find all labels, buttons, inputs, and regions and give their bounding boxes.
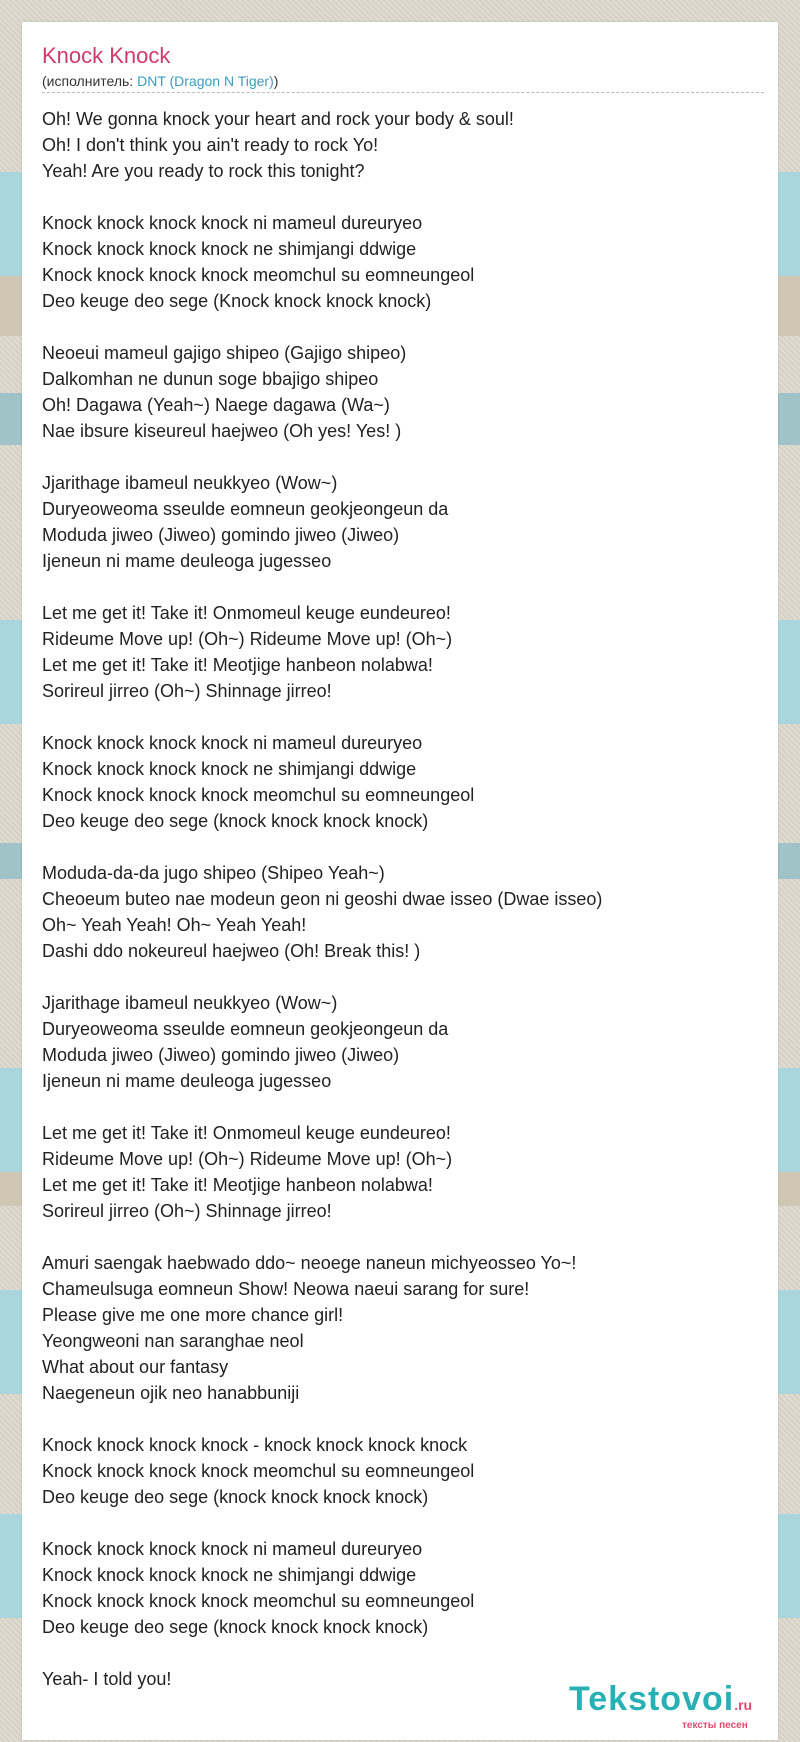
lyrics-blank-line	[42, 1406, 762, 1432]
lyrics-line: Chameulsuga eomneun Show! Neowa naeui sarang for sure!	[42, 1279, 530, 1299]
logo-tagline: тексты песен	[682, 1720, 748, 1731]
lyrics-line: Let me get it! Take it! Onmomeul keuge eundeureo!	[42, 1123, 451, 1143]
lyrics-line: Knock knock knock knock meomchul su eomneungeol	[42, 1461, 475, 1481]
lyrics-card	[22, 22, 778, 1740]
lyrics-line: Yeah- I told you!	[42, 1669, 172, 1689]
lyrics-line: Ijeneun ni mame deuleoga jugesseo	[42, 1071, 332, 1091]
lyrics-blank-line	[42, 964, 762, 990]
lyrics-line: Amuri saengak haebwado ddo~ neoege naneun michyeosseo Yo~!	[42, 1253, 577, 1273]
lyrics-blank-line	[42, 704, 762, 730]
lyrics-line: Knock knock knock knock ne shimjangi ddwige	[42, 239, 417, 259]
lyrics-line: Jjarithage ibameul neukkyeo (Wow~)	[42, 473, 338, 493]
lyrics-line: Knock knock knock knock meomchul su eomneungeol	[42, 785, 475, 805]
lyrics-line: Sorireul jirreo (Oh~) Shinnage jirreo!	[42, 1201, 332, 1221]
lyrics-line: Yeongweoni nan saranghae neol	[42, 1331, 304, 1351]
lyrics-line: Deo keuge deo sege (knock knock knock knock)	[42, 1617, 429, 1637]
lyrics-line: Oh! I don't think you ain't ready to rock Yo!	[42, 135, 379, 155]
lyrics-line: Neoeui mameul gajigo shipeo (Gajigo shipeo)	[42, 343, 407, 363]
lyrics-line: Cheoeum buteo nae modeun geon ni geoshi dwae isseo (Dwae isseo)	[42, 889, 603, 909]
lyrics-line: Let me get it! Take it! Meotjige hanbeon nolabwa!	[42, 1175, 433, 1195]
lyrics-line: Dalkomhan ne dunun soge bbajigo shipeo	[42, 369, 379, 389]
lyrics-text	[42, 106, 762, 1692]
lyrics-line: Duryeoweoma sseulde eomneun geokjeongeun da	[42, 1019, 449, 1039]
song-title: Knock Knock	[42, 43, 171, 68]
lyrics-line: Knock knock knock knock meomchul su eomneungeol	[42, 1591, 475, 1611]
lyrics-line: Oh! We gonna knock your heart and rock your body & soul!	[42, 109, 514, 129]
lyrics-line: Deo keuge deo sege (knock knock knock knock)	[42, 1487, 429, 1507]
lyrics-line: Knock knock knock knock ne shimjangi ddwige	[42, 759, 417, 779]
performer-link[interactable]: DNT (Dragon N Tiger)	[137, 73, 274, 89]
lyrics-line: Rideume Move up! (Oh~) Rideume Move up! (Oh~)	[42, 1149, 453, 1169]
lyrics-line: Oh! Dagawa (Yeah~) Naege dagawa (Wa~)	[42, 395, 390, 415]
logo-name: Tekstovoi	[569, 1680, 735, 1718]
lyrics-line: Oh~ Yeah Yeah! Oh~ Yeah Yeah!	[42, 915, 307, 935]
title-divider	[42, 92, 764, 93]
performer-line	[42, 73, 278, 89]
lyrics-line: Sorireul jirreo (Oh~) Shinnage jirreo!	[42, 681, 332, 701]
lyrics-line: What about our fantasy	[42, 1357, 229, 1377]
lyrics-line: Let me get it! Take it! Meotjige hanbeon nolabwa!	[42, 655, 433, 675]
lyrics-blank-line	[42, 314, 762, 340]
lyrics-line: Knock knock knock knock ni mameul dureuryeo	[42, 213, 423, 233]
lyrics-line: Yeah! Are you ready to rock this tonight?	[42, 161, 365, 181]
lyrics-blank-line	[42, 834, 762, 860]
lyrics-line: Moduda-da-da jugo shipeo (Shipeo Yeah~)	[42, 863, 385, 883]
performer-prefix: (исполнитель:	[42, 73, 138, 89]
lyrics-line: Nae ibsure kiseureul haejweo (Oh yes! Yes! )	[42, 421, 402, 441]
lyrics-line: Knock knock knock knock - knock knock knock knock	[42, 1435, 468, 1455]
lyrics-blank-line	[42, 184, 762, 210]
lyrics-blank-line	[42, 574, 762, 600]
lyrics-blank-line	[42, 1224, 762, 1250]
lyrics-line: Knock knock knock knock meomchul su eomneungeol	[42, 265, 475, 285]
lyrics-blank-line	[42, 1510, 762, 1536]
lyrics-line: Deo keuge deo sege (Knock knock knock knock)	[42, 291, 432, 311]
lyrics-line: Dashi ddo nokeureul haejweo (Oh! Break this! )	[42, 941, 421, 961]
lyrics-line: Please give me one more chance girl!	[42, 1305, 344, 1325]
performer-suffix: )	[273, 73, 279, 89]
logo-domain: .ru	[734, 1697, 753, 1713]
lyrics-line: Knock knock knock knock ni mameul dureuryeo	[42, 1539, 423, 1559]
lyrics-line: Duryeoweoma sseulde eomneun geokjeongeun da	[42, 499, 449, 519]
lyrics-line: Moduda jiweo (Jiweo) gomindo jiweo (Jiweo)	[42, 525, 400, 545]
lyrics-line: Knock knock knock knock ni mameul dureuryeo	[42, 733, 423, 753]
lyrics-line: Naegeneun ojik neo hanabbuniji	[42, 1383, 300, 1403]
tekstovoi-logo[interactable]	[569, 1680, 752, 1719]
lyrics-line: Jjarithage ibameul neukkyeo (Wow~)	[42, 993, 338, 1013]
lyrics-line: Rideume Move up! (Oh~) Rideume Move up! (Oh~)	[42, 629, 453, 649]
lyrics-blank-line	[42, 1094, 762, 1120]
lyrics-line: Knock knock knock knock ne shimjangi ddwige	[42, 1565, 417, 1585]
lyrics-blank-line	[42, 444, 762, 470]
lyrics-blank-line	[42, 1640, 762, 1666]
lyrics-line: Moduda jiweo (Jiweo) gomindo jiweo (Jiweo)	[42, 1045, 400, 1065]
lyrics-line: Ijeneun ni mame deuleoga jugesseo	[42, 551, 332, 571]
lyrics-line: Let me get it! Take it! Onmomeul keuge eundeureo!	[42, 603, 451, 623]
lyrics-line: Deo keuge deo sege (knock knock knock knock)	[42, 811, 429, 831]
